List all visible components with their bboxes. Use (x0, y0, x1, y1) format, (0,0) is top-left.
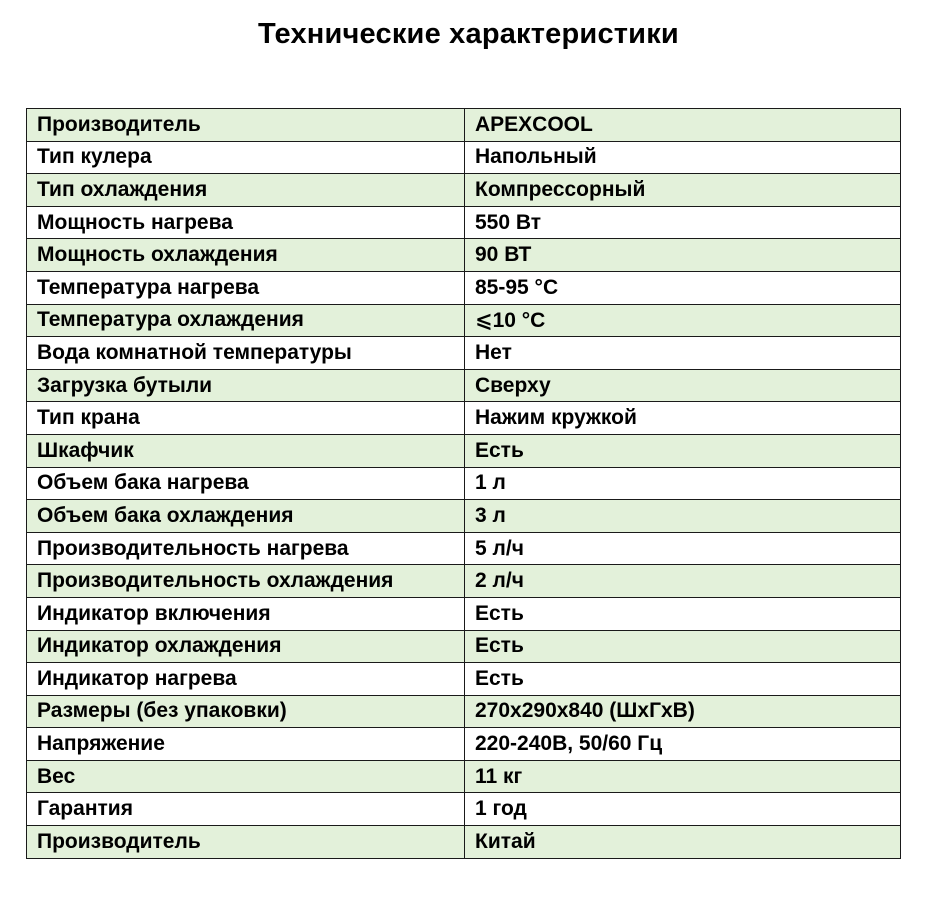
spec-name-cell: Производитель (27, 109, 465, 142)
spec-table-body (27, 109, 901, 859)
table-row (27, 760, 901, 793)
spec-value-cell: 550 Вт (465, 206, 901, 239)
table-row (27, 630, 901, 663)
spec-name-cell: Производитель (27, 826, 465, 859)
spec-name-cell: Температура нагрева (27, 271, 465, 304)
spec-name-cell: Мощность нагрева (27, 206, 465, 239)
spec-value-cell: Напольный (465, 141, 901, 174)
page-title: Технические характеристики (258, 18, 679, 50)
spec-value-cell: Компрессорный (465, 174, 901, 207)
table-row (27, 271, 901, 304)
table-row (27, 467, 901, 500)
table-row (27, 304, 901, 337)
spec-value-cell: Нет (465, 337, 901, 370)
table-row (27, 174, 901, 207)
spec-name-cell: Шкафчик (27, 434, 465, 467)
table-row (27, 402, 901, 435)
spec-value-cell: 1 год (465, 793, 901, 826)
table-row (27, 500, 901, 533)
spec-table (26, 108, 901, 859)
table-row (27, 597, 901, 630)
table-row (27, 239, 901, 272)
spec-value-cell: ⩽10 °С (465, 304, 901, 337)
spec-name-cell: Вода комнатной температуры (27, 337, 465, 370)
spec-value-cell: 90 ВТ (465, 239, 901, 272)
table-row (27, 826, 901, 859)
table-row (27, 728, 901, 761)
spec-name-cell: Тип кулера (27, 141, 465, 174)
spec-value-cell: Есть (465, 630, 901, 663)
spec-name-cell: Загрузка бутыли (27, 369, 465, 402)
table-row (27, 793, 901, 826)
spec-name-cell: Вес (27, 760, 465, 793)
spec-name-cell: Температура охлаждения (27, 304, 465, 337)
spec-value-cell: Есть (465, 663, 901, 696)
spec-name-cell: Мощность охлаждения (27, 239, 465, 272)
spec-name-cell: Напряжение (27, 728, 465, 761)
spec-name-cell: Индикатор охлаждения (27, 630, 465, 663)
spec-value-cell: Китай (465, 826, 901, 859)
table-row (27, 565, 901, 598)
table-row (27, 109, 901, 142)
spec-name-cell: Объем бака охлаждения (27, 500, 465, 533)
spec-name-cell: Гарантия (27, 793, 465, 826)
table-row (27, 695, 901, 728)
spec-value-cell: 2 л/ч (465, 565, 901, 598)
spec-value-cell: 11 кг (465, 760, 901, 793)
table-row (27, 434, 901, 467)
table-row (27, 141, 901, 174)
spec-name-cell: Индикатор нагрева (27, 663, 465, 696)
spec-name-cell: Индикатор включения (27, 597, 465, 630)
table-row (27, 532, 901, 565)
spec-value-cell: APEXCOOL (465, 109, 901, 142)
table-row (27, 337, 901, 370)
spec-value-cell: 1 л (465, 467, 901, 500)
spec-name-cell: Тип крана (27, 402, 465, 435)
table-row (27, 369, 901, 402)
spec-value-cell: 220-240В, 50/60 Гц (465, 728, 901, 761)
spec-name-cell: Тип охлаждения (27, 174, 465, 207)
spec-value-cell: Есть (465, 597, 901, 630)
spec-name-cell: Производительность нагрева (27, 532, 465, 565)
spec-name-cell: Объем бака нагрева (27, 467, 465, 500)
spec-value-cell: Есть (465, 434, 901, 467)
spec-value-cell: Сверху (465, 369, 901, 402)
spec-value-cell: 85-95 °С (465, 271, 901, 304)
spec-value-cell: 270х290х840 (ШхГхВ) (465, 695, 901, 728)
spec-name-cell: Размеры (без упаковки) (27, 695, 465, 728)
spec-value-cell: 3 л (465, 500, 901, 533)
table-row (27, 663, 901, 696)
spec-name-cell: Производительность охлаждения (27, 565, 465, 598)
spec-value-cell: Нажим кружкой (465, 402, 901, 435)
spec-value-cell: 5 л/ч (465, 532, 901, 565)
table-row (27, 206, 901, 239)
